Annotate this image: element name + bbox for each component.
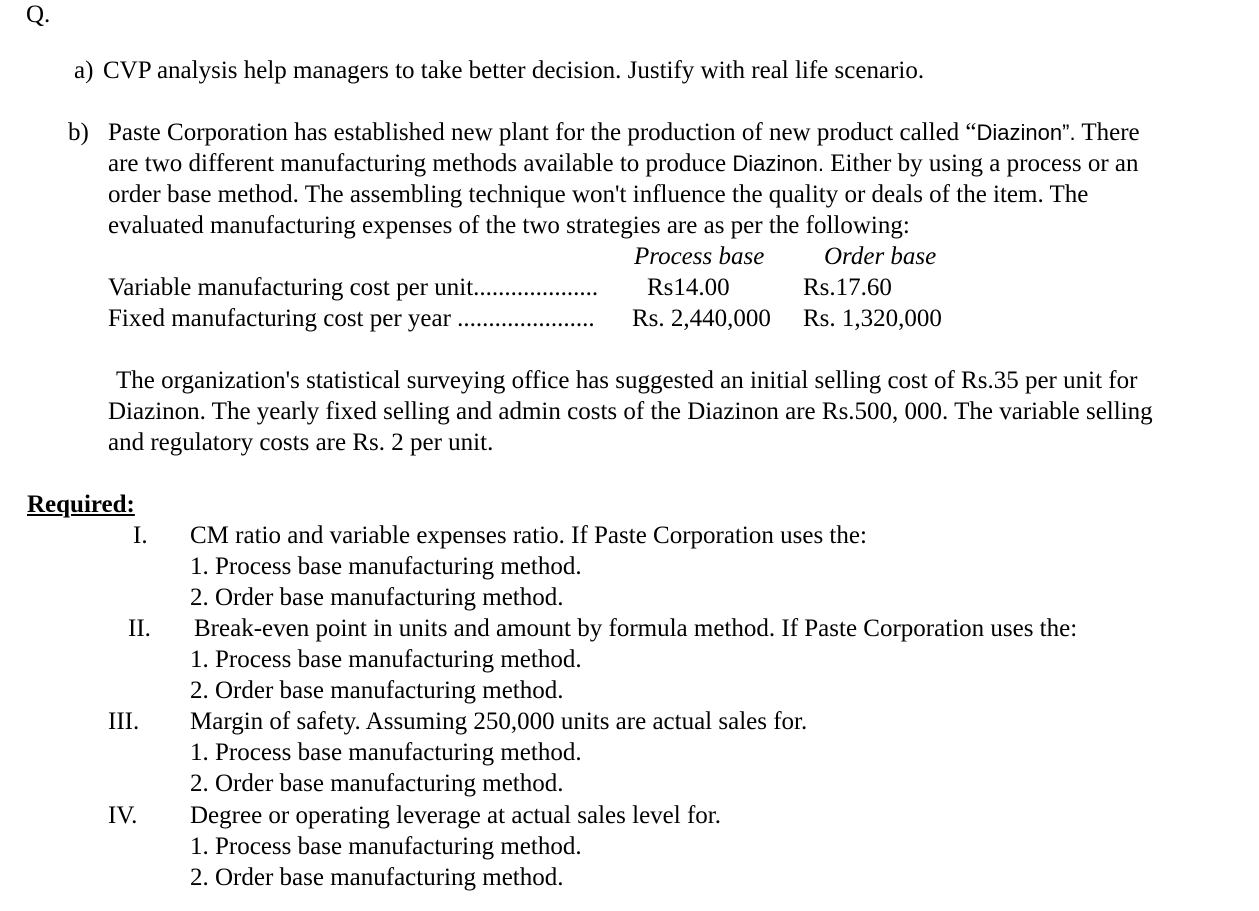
required-item-1-sub-2: 2. Order base manufacturing method.: [190, 584, 564, 611]
header-order-base: Order base: [824, 243, 937, 270]
market-info-line-3: and regulatory costs are Rs. 2 per unit.: [108, 429, 494, 456]
row-variable-process: Rs14.00: [647, 274, 730, 301]
part-b-line-4: evaluated manufacturing expenses of the two strategies are as per the following:: [108, 212, 910, 239]
required-numeral-1: I.: [133, 522, 148, 549]
row-variable-order: Rs.17.60: [803, 274, 892, 301]
market-info-line-2: Diazinon. The yearly fixed selling and admin costs of the Diazinon are Rs.500, 000. The variable selling: [108, 398, 1153, 425]
row-fixed-label: Fixed manufacturing cost per year ......................: [108, 305, 595, 332]
part-b-label: b): [68, 119, 89, 146]
required-item-4-sub-1: 1. Process base manufacturing method.: [190, 833, 582, 860]
required-item-1-sub-1: 1. Process base manufacturing method.: [190, 553, 582, 580]
required-item-3-sub-1: 1. Process base manufacturing method.: [190, 739, 582, 766]
required-item-2-text: Break-even point in units and amount by formula method. If Paste Corporation uses the:: [194, 615, 1078, 642]
required-item-4-sub-2: 2. Order base manufacturing method.: [190, 864, 564, 891]
question-label: Q.: [26, 1, 51, 28]
required-heading: Required:: [27, 491, 135, 518]
required-numeral-4: IV.: [108, 802, 138, 829]
required-item-1-text: CM ratio and variable expenses ratio. If Paste Corporation uses the:: [190, 522, 867, 549]
required-item-4-text: Degree or operating leverage at actual sales level for.: [190, 802, 721, 829]
row-fixed-process: Rs. 2,440,000: [632, 305, 771, 332]
required-item-2-sub-1: 1. Process base manufacturing method.: [190, 646, 582, 673]
required-item-3-sub-2: 2. Order base manufacturing method.: [190, 770, 564, 797]
required-numeral-3: III.: [108, 708, 140, 735]
market-info-line-1: The organization's statistical surveying office has suggested an initial selling cost of Rs.35 per unit for: [116, 367, 1138, 394]
part-a-label: a): [74, 57, 94, 84]
product-name: Diazinon.: [732, 151, 825, 176]
part-a-text: CVP analysis help managers to take better decision. Justify with real life scenario.: [103, 57, 925, 84]
part-b-line-3: order base method. The assembling technique won't influence the quality or deals of the item. The: [108, 181, 1089, 208]
row-fixed-order: Rs. 1,320,000: [803, 305, 942, 332]
part-b-line-2: are two different manufacturing methods available to produce Diazinon. Either by using a process or an: [108, 150, 1139, 177]
header-process-base: Process base: [634, 243, 765, 270]
product-name: Diazinon”.: [976, 120, 1076, 145]
required-item-2-sub-2: 2. Order base manufacturing method.: [190, 677, 564, 704]
required-item-3-text: Margin of safety. Assuming 250,000 units are actual sales for.: [190, 708, 808, 735]
row-variable-label: Variable manufacturing cost per unit....................: [108, 274, 599, 301]
part-b-line-1: Paste Corporation has established new plant for the production of new product called “Diazinon”. There: [108, 119, 1140, 146]
required-numeral-2: II.: [128, 615, 151, 642]
